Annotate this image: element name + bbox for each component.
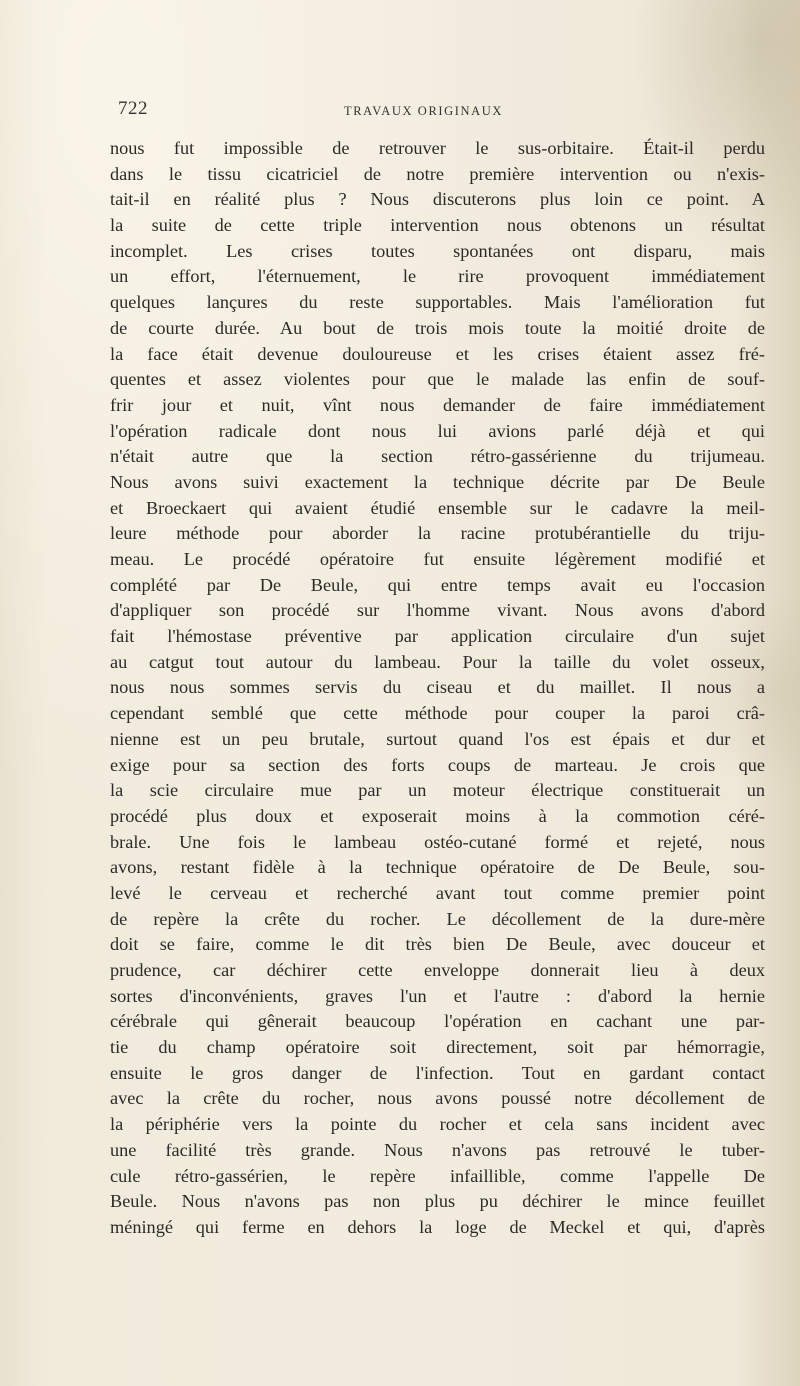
page-header [114, 98, 762, 128]
text-line: avons, restant fidèle à la technique opératoire de De Beule, sou- [110, 857, 765, 878]
text-line: ensuite le gros danger de l'infection. Tout en gardant contact [110, 1062, 765, 1083]
text-line: de courte durée. Au bout de trois mois toute la moitié droite de [110, 317, 765, 338]
text-line: d'appliquer son procédé sur l'homme vivant. Nous avons d'abord [110, 600, 765, 621]
text-line: nienne est un peu brutale, surtout quand l'os est épais et dur et [110, 728, 765, 749]
text-line: exige pour sa section des forts coups de marteau. Je crois que [110, 754, 765, 775]
text-line: la suite de cette triple intervention nous obtenons un résultat [110, 215, 765, 236]
text-line: brale. Une fois le lambeau ostéo-cutané formé et rejeté, nous [110, 831, 765, 852]
text-line: doit se faire, comme le dit très bien De Beule, avec douceur et [110, 934, 765, 955]
text-line: procédé plus doux et exposerait moins à la commotion céré- [110, 805, 765, 826]
text-line: cérébrale qui gênerait beaucoup l'opération en cachant une par- [110, 1011, 765, 1032]
text-line: quelques lançures du reste supportables. Mais l'amélioration fut [110, 292, 765, 313]
text-line: quentes et assez violentes pour que le malade las enfin de souf- [110, 369, 765, 390]
text-line: complété par De Beule, qui entre temps avait eu l'occasion [110, 574, 765, 595]
text-line: la face était devenue douloureuse et les crises étaient assez fré- [110, 343, 765, 364]
text-line: l'opération radicale dont nous lui avions parlé déjà et qui [110, 420, 765, 441]
text-line: dans le tissu cicatriciel de notre première intervention ou n'exis- [110, 163, 765, 184]
text-line: et Broeckaert qui avaient étudié ensemble sur le cadavre la meil- [110, 497, 765, 518]
text-line: nous fut impossible de retrouver le sus-orbitaire. Était-il perdu [110, 138, 765, 158]
text-line: fait l'hémostase préventive par application circulaire d'un sujet [110, 626, 765, 647]
text-line: n'était autre que la section rétro-gassérienne du trijumeau. [110, 446, 765, 467]
text-line: levé le cerveau et recherché avant tout comme premier point [110, 882, 765, 903]
text-line: Beule. Nous n'avons pas non plus pu déchirer le mince feuillet [110, 1191, 765, 1212]
text-line: prudence, car déchirer cette enveloppe donnerait lieu à deux [110, 960, 765, 980]
text-line: cependant semblé que cette méthode pour couper la paroi crâ- [110, 703, 765, 724]
text-line: cule rétro-gassérien, le repère infaillible, comme l'appelle De [110, 1165, 765, 1186]
text-line: un effort, l'éternuement, le rire provoquent immédiatement [110, 266, 765, 287]
text-line: nous nous sommes servis du ciseau et du maillet. Il nous a [110, 677, 765, 698]
text-line: meau. Le procédé opératoire fut ensuite légèrement modifié et [110, 549, 765, 569]
text-line: avec la crête du rocher, nous avons poussé notre décollement de [110, 1088, 765, 1109]
text-line: la scie circulaire mue par un moteur électrique constituerait un [110, 780, 765, 801]
text-line: Nous avons suivi exactement la technique décrite par De Beule [110, 471, 765, 492]
text-line: au catgut tout autour du lambeau. Pour la taille du volet osseux, [110, 651, 765, 672]
text-line: incomplet. Les crises toutes spontanées ont disparu, mais [110, 240, 765, 261]
text-line: tait-il en réalité plus ? Nous discuterons plus loin ce point. A [110, 189, 765, 210]
page-number: 722 [118, 98, 148, 119]
text-line: frir jour et nuit, vînt nous demander de faire immédiatement [110, 394, 765, 415]
text-line: méningé qui ferme en dehors la loge de Meckel et qui, d'après [110, 1216, 765, 1237]
text-line: leure méthode pour aborder la racine protubérantielle du triju- [110, 523, 765, 544]
text-line: de repère la crête du rocher. Le décollement de la dure-mère [110, 908, 765, 929]
text-line: la périphérie vers la pointe du rocher et cela sans incident avec [110, 1114, 765, 1135]
body-text [110, 136, 765, 1241]
text-line: tie du champ opératoire soit directement, soit par hémorragie, [110, 1037, 765, 1058]
text-line: une facilité très grande. Nous n'avons pas retrouvé le tuber- [110, 1139, 765, 1160]
running-head: TRAVAUX ORIGINAUX [344, 104, 504, 118]
text-line: sortes d'inconvénients, graves l'un et l'autre : d'abord la hernie [110, 985, 765, 1006]
